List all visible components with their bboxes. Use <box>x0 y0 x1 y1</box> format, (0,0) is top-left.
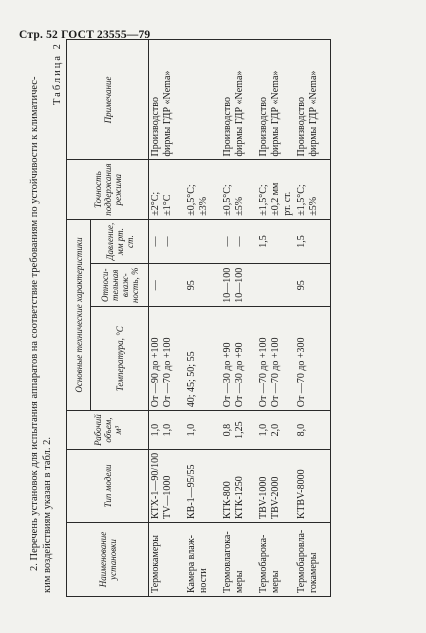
cell-volume-line: 1,0 <box>185 423 197 437</box>
header-pressure: Давление, мм рт. ст. <box>91 219 149 264</box>
cell-accuracy-line: ±1°С <box>162 194 173 216</box>
cell-model-line: TV—1000 <box>162 475 173 519</box>
cell-volume-line: 1,0 <box>162 423 173 437</box>
cell-accuracy-line: ±0,5°С; <box>221 184 233 216</box>
cell-model-line: КВ-1—95/55 <box>185 464 197 519</box>
cell-accuracy <box>185 160 221 219</box>
cell-volume-line: 2,0 <box>269 423 281 437</box>
cell-pressure-line: — <box>221 236 233 247</box>
cell-note-line: фирмы ГДР «Nema» <box>233 70 245 157</box>
cell-name-line: Термокамеры <box>150 535 161 593</box>
cell-temperature-line: От —70 до +100 <box>269 337 281 408</box>
cell-temperature <box>149 307 185 411</box>
header-volume: Рабочий объем, м³ <box>67 411 149 450</box>
cell-temperature <box>221 307 257 411</box>
cell-note <box>185 40 221 160</box>
page-header: Стр. 52 ГОСТ 23555—79 <box>19 29 151 41</box>
cell-accuracy-line: ±2°С; <box>150 191 161 216</box>
cell-temperature-line: 40; 45; 50; 55 <box>185 351 197 408</box>
cell-pressure-line: — <box>162 236 173 247</box>
cell-pressure <box>257 219 295 264</box>
cell-model <box>257 449 295 522</box>
cell-volume <box>295 411 331 450</box>
cell-model-line: КТХ-1—90/100 <box>150 452 161 519</box>
cell-accuracy-line: ±1,5°С; <box>257 184 269 216</box>
cell-note-line: Производство <box>295 97 307 157</box>
cell-model-line: КТК-800 <box>221 481 233 519</box>
cell-humidity-line: — <box>150 280 161 291</box>
cell-pressure <box>221 219 257 264</box>
cell-humidity <box>257 264 295 307</box>
cell-humidity-line: 10—100 <box>221 267 233 303</box>
cell-humidity <box>221 264 257 307</box>
cell-model <box>221 449 257 522</box>
cell-name <box>185 523 221 597</box>
cell-accuracy <box>149 160 185 219</box>
table-row <box>185 40 221 597</box>
cell-volume <box>221 411 257 450</box>
cell-temperature <box>185 307 221 411</box>
cell-model-line: КТК-1250 <box>233 476 245 519</box>
paragraph-line-2: ким воздействиям указан в табл. 2. <box>42 437 53 593</box>
header-accuracy: Точность поддержания режима <box>67 160 149 219</box>
cell-volume-line: 0,8 <box>221 423 233 437</box>
header-model: Тип модели <box>67 449 149 522</box>
cell-accuracy-line: ±5% <box>233 196 245 216</box>
cell-humidity-line <box>162 267 174 303</box>
table-row <box>295 40 331 597</box>
cell-note <box>257 40 295 160</box>
cell-model <box>295 449 331 522</box>
cell-name <box>221 523 257 597</box>
cell-pressure-line: 1,5 <box>295 235 307 248</box>
cell-name <box>149 523 185 597</box>
cell-volume <box>185 411 221 450</box>
cell-temperature-line: От —70 до +300 <box>295 337 307 408</box>
cell-volume-line: 1,0 <box>150 423 161 437</box>
cell-accuracy-line: рт. ст. <box>281 191 293 216</box>
cell-note-line: Производство <box>150 97 161 157</box>
cell-temperature-line: От —30 до +90 <box>233 342 245 408</box>
cell-temperature <box>295 307 331 411</box>
cell-pressure-line: — <box>233 236 245 247</box>
cell-model-line: TBV-1000 <box>257 476 269 519</box>
cell-pressure-line: — <box>150 236 161 247</box>
cell-pressure-line <box>186 223 198 261</box>
cell-humidity <box>295 264 331 307</box>
cell-humidity <box>149 264 185 307</box>
cell-name <box>295 523 331 597</box>
cell-note-line: фирмы ГДР «Nema» <box>269 70 281 157</box>
cell-accuracy <box>295 160 331 219</box>
cell-model <box>149 449 185 522</box>
cell-note <box>295 40 331 160</box>
cell-accuracy-line: ±3% <box>197 196 209 216</box>
cell-accuracy-line: ±0,2 мм <box>269 182 281 216</box>
cell-note <box>149 40 185 160</box>
cell-volume-line: 1,0 <box>257 423 269 437</box>
cell-model-line: TBV-2000 <box>269 476 281 519</box>
cell-humidity-line: 95 <box>185 280 197 291</box>
cell-note-line: фирмы ГДР «Nema» <box>307 70 319 157</box>
cell-volume <box>149 411 185 450</box>
cell-temperature-line: От —70 до +100 <box>257 337 269 408</box>
cell-temperature-line: От —90 до +100 <box>150 337 161 408</box>
table-row <box>257 40 295 597</box>
cell-accuracy-line: ±0,5°С; <box>185 184 197 216</box>
equipment-table <box>66 39 331 597</box>
cell-accuracy-line: ±1,5°С; <box>295 184 307 216</box>
paragraph-line-1: 2. Перечень установок для испытания аппаратов на соответствие требованиям по устойчивости к климатичес- <box>29 76 40 571</box>
header-humidity: Относи-тельная влаж-ность, % <box>91 264 149 307</box>
cell-name-line: меры <box>233 570 245 593</box>
header-main-group: Основные технические характеристики <box>67 219 91 411</box>
cell-humidity-line <box>258 267 270 303</box>
cell-model-line: KTBV-8000 <box>295 469 307 519</box>
table-row <box>221 40 257 597</box>
cell-name-line: гокамеры <box>307 552 319 593</box>
header-temperature: Температура, °С <box>91 307 149 411</box>
cell-accuracy-line: ±5% <box>307 196 319 216</box>
cell-humidity <box>185 264 221 307</box>
cell-volume-line: 8,0 <box>295 423 307 437</box>
cell-volume-line: 1,25 <box>233 421 245 439</box>
cell-humidity-line: 95 <box>295 280 307 291</box>
cell-volume <box>257 411 295 450</box>
cell-name-line: Термобаровла- <box>295 529 307 593</box>
cell-note-line: Производство <box>221 97 233 157</box>
header-note: Примечание <box>67 40 149 160</box>
table-caption: Таблица 2 <box>52 42 63 105</box>
table-row <box>149 40 185 597</box>
cell-pressure-line: 1,5 <box>257 235 269 248</box>
cell-humidity-line: 10—100 <box>233 267 245 303</box>
cell-pressure <box>295 219 331 264</box>
cell-model <box>185 449 221 522</box>
cell-accuracy <box>257 160 295 219</box>
cell-name <box>257 523 295 597</box>
cell-name-line: Камера влаж- <box>185 535 197 593</box>
cell-note-line <box>186 43 198 156</box>
cell-name-line: меры <box>269 570 281 593</box>
cell-temperature-line: От —70 до +100 <box>162 337 173 408</box>
cell-temperature-line: От —30 до +90 <box>221 342 233 408</box>
cell-pressure <box>149 219 185 264</box>
cell-note-line: Производство <box>257 97 269 157</box>
cell-temperature <box>257 307 295 411</box>
cell-name-line: ности <box>197 568 209 593</box>
cell-note-line: фирмы ГДР «Nema» <box>162 70 173 157</box>
cell-pressure <box>185 219 221 264</box>
cell-note <box>221 40 257 160</box>
cell-name-line: Термовлагока- <box>221 531 233 593</box>
cell-name-line: Термобарока- <box>257 534 269 593</box>
cell-accuracy <box>221 160 257 219</box>
header-name: Наименование установки <box>67 523 149 597</box>
